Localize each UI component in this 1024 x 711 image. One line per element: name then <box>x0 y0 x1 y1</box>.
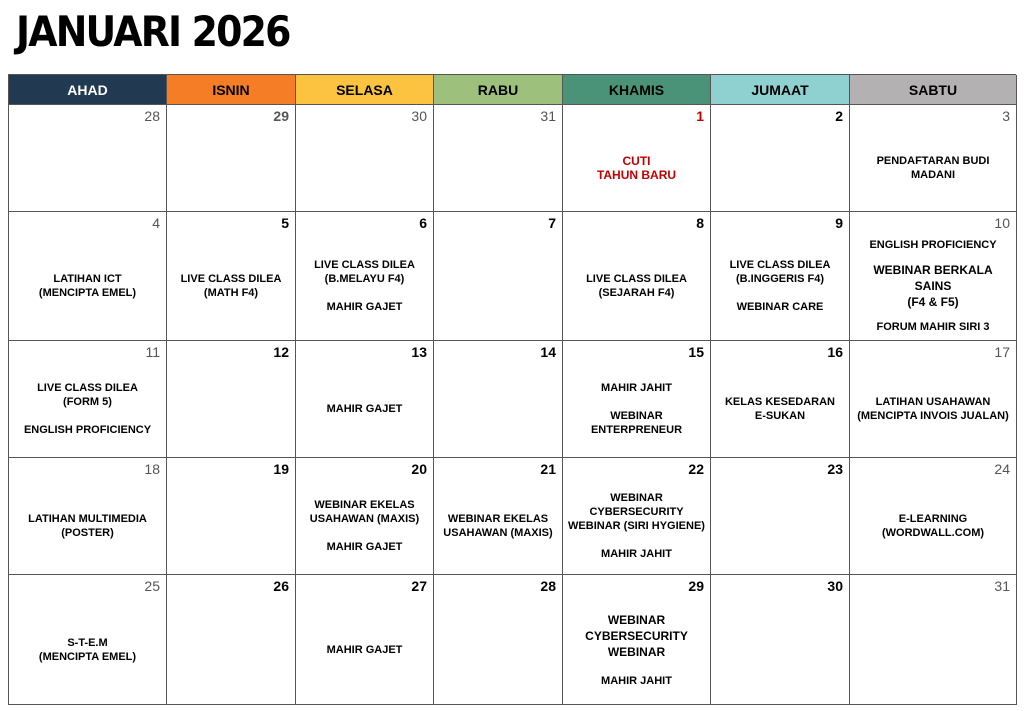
day-cell[interactable] <box>296 212 434 341</box>
event-list <box>850 127 1016 209</box>
event-list <box>9 234 166 338</box>
weekday-header-khamis: KHAMIS <box>563 75 711 105</box>
event-label: LATIHAN USAHAWAN (MENCIPTA INVOIS JUALAN) <box>857 396 1009 422</box>
calendar-title: JANUARI 2026 <box>16 7 290 56</box>
day-cell[interactable] <box>850 341 1017 458</box>
day-cell[interactable] <box>167 575 296 705</box>
day-number: 3 <box>1002 108 1010 124</box>
day-cell[interactable] <box>434 575 563 705</box>
event-label: LIVE CLASS DILEA (SEJARAH F4) <box>586 273 687 299</box>
day-cell[interactable] <box>167 212 296 341</box>
event-label: LIVE CLASS DILEA (B.INGGERIS F4) <box>729 259 831 285</box>
day-cell[interactable] <box>434 458 563 575</box>
day-number: 16 <box>827 344 843 360</box>
event-list <box>711 363 849 455</box>
day-cell[interactable] <box>563 341 711 458</box>
day-cell[interactable] <box>850 212 1017 341</box>
calendar-grid <box>8 74 1016 705</box>
day-cell[interactable] <box>850 105 1017 212</box>
day-number: 26 <box>273 578 289 594</box>
day-number: 28 <box>540 578 556 594</box>
day-cell[interactable] <box>296 341 434 458</box>
event-list <box>563 363 710 455</box>
event-list <box>167 234 295 338</box>
event-label: MAHIR GAJET <box>326 643 403 656</box>
weekday-header-rabu: RABU <box>434 75 563 105</box>
event-label: LATIHAN MULTIMEDIA (POSTER) <box>28 513 147 539</box>
day-number: 4 <box>152 215 160 231</box>
event-label: CUTI TAHUN BARU <box>596 154 677 182</box>
day-cell[interactable] <box>167 458 296 575</box>
day-number: 28 <box>144 108 160 124</box>
day-cell[interactable] <box>711 105 850 212</box>
day-cell[interactable] <box>711 458 850 575</box>
day-cell[interactable] <box>711 341 850 458</box>
event-label: LATIHAN ICT (MENCIPTA EMEL) <box>38 273 137 299</box>
event-label: E-LEARNING (WORDWALL.COM) <box>881 513 985 539</box>
day-number: 17 <box>994 344 1010 360</box>
day-number: 1 <box>696 108 704 124</box>
day-number: 30 <box>411 108 427 124</box>
day-number: 18 <box>144 461 160 477</box>
event-label: MAHIR GAJET <box>326 403 403 415</box>
event-label: LIVE CLASS DILEA (FORM 5) <box>37 382 138 408</box>
day-number: 14 <box>540 344 556 360</box>
event-label: MAHIR JAHIT <box>601 674 672 687</box>
event-label: ENGLISH PROFICIENCY <box>869 239 997 251</box>
event-list <box>850 363 1016 455</box>
event-label: WEBINAR ENTERPRENEUR <box>590 410 683 436</box>
event-label: MAHIR GAJET <box>326 541 403 553</box>
event-list <box>711 234 849 338</box>
weekday-header-ahad: AHAD <box>9 75 167 105</box>
event-list <box>434 480 562 572</box>
event-list <box>296 363 433 455</box>
day-number: 22 <box>688 461 704 477</box>
day-cell[interactable] <box>434 212 563 341</box>
day-number: 31 <box>540 108 556 124</box>
day-cell[interactable] <box>167 341 296 458</box>
day-cell[interactable] <box>563 458 711 575</box>
day-number: 23 <box>827 461 843 477</box>
event-label: WEBINAR BERKALA SAINS (F4 & F5) <box>873 263 993 309</box>
day-number: 24 <box>994 461 1010 477</box>
day-number: 21 <box>540 461 556 477</box>
day-number: 29 <box>273 108 289 124</box>
event-label: FORUM MAHIR SIRI 3 <box>876 321 990 333</box>
day-number: 6 <box>419 215 427 231</box>
day-number: 10 <box>994 215 1010 231</box>
day-cell[interactable] <box>563 212 711 341</box>
day-number: 19 <box>273 461 289 477</box>
day-number: 2 <box>835 108 843 124</box>
day-number: 31 <box>994 578 1010 594</box>
day-cell[interactable] <box>563 575 711 705</box>
event-label: MAHIR GAJET <box>326 301 403 313</box>
event-label: LIVE CLASS DILEA (B.MELAYU F4) <box>314 259 415 285</box>
event-label: MAHIR JAHIT <box>601 548 672 560</box>
event-list <box>9 597 166 702</box>
day-cell[interactable] <box>167 105 296 212</box>
weekday-header-sabtu: SABTU <box>850 75 1017 105</box>
day-number: 30 <box>827 578 843 594</box>
day-cell[interactable] <box>9 341 167 458</box>
day-number: 9 <box>835 215 843 231</box>
event-list <box>296 597 433 702</box>
day-number: 8 <box>696 215 704 231</box>
weekday-header-isnin: ISNIN <box>167 75 296 105</box>
event-list <box>9 480 166 572</box>
day-cell[interactable] <box>711 212 850 341</box>
event-label: MAHIR JAHIT <box>601 382 672 394</box>
event-list <box>9 363 166 455</box>
event-list <box>296 234 433 338</box>
day-number: 29 <box>688 578 704 594</box>
day-number: 11 <box>145 344 160 360</box>
day-number: 15 <box>688 344 704 360</box>
day-number: 25 <box>144 578 160 594</box>
weekday-header-jumaat: JUMAAT <box>711 75 850 105</box>
event-list <box>563 597 710 702</box>
event-label: WEBINAR EKELAS USAHAWAN (MAXIS) <box>309 499 420 525</box>
event-label: WEBINAR EKELAS USAHAWAN (MAXIS) <box>443 513 553 539</box>
event-label: KELAS KESEDARAN E-SUKAN <box>724 396 835 422</box>
day-cell[interactable] <box>296 575 434 705</box>
day-number: 12 <box>273 344 289 360</box>
event-label: ENGLISH PROFICIENCY <box>23 424 152 436</box>
day-cell[interactable] <box>9 458 167 575</box>
day-cell[interactable] <box>9 575 167 705</box>
day-cell[interactable] <box>850 575 1017 705</box>
event-list <box>563 127 710 209</box>
event-label: LIVE CLASS DILEA (MATH F4) <box>180 273 282 299</box>
event-list <box>296 480 433 572</box>
day-cell[interactable] <box>9 212 167 341</box>
event-list <box>563 234 710 338</box>
day-cell[interactable] <box>711 575 850 705</box>
event-list <box>850 238 1016 338</box>
event-label: WEBINAR CYBERSECURITY WEBINAR <box>585 612 688 659</box>
day-cell[interactable] <box>850 458 1017 575</box>
day-cell[interactable] <box>563 105 711 212</box>
day-cell[interactable] <box>296 105 434 212</box>
event-label: PENDAFTARAN BUDI MADANI <box>876 155 990 181</box>
event-list <box>563 480 710 572</box>
event-list <box>850 480 1016 572</box>
day-cell[interactable] <box>9 105 167 212</box>
day-cell[interactable] <box>434 341 563 458</box>
day-number: 7 <box>548 215 556 231</box>
day-cell[interactable] <box>296 458 434 575</box>
event-label: WEBINAR CARE <box>736 301 824 313</box>
day-number: 20 <box>411 461 427 477</box>
day-cell[interactable] <box>434 105 563 212</box>
event-label: WEBINAR CYBERSECURITY WEBINAR (SIRI HYGIENE) <box>568 492 705 532</box>
event-label: S-T-E.M (MENCIPTA EMEL) <box>38 636 137 663</box>
day-number: 27 <box>411 578 427 594</box>
day-number: 13 <box>411 344 427 360</box>
weekday-header-selasa: SELASA <box>296 75 434 105</box>
day-number: 5 <box>281 215 289 231</box>
